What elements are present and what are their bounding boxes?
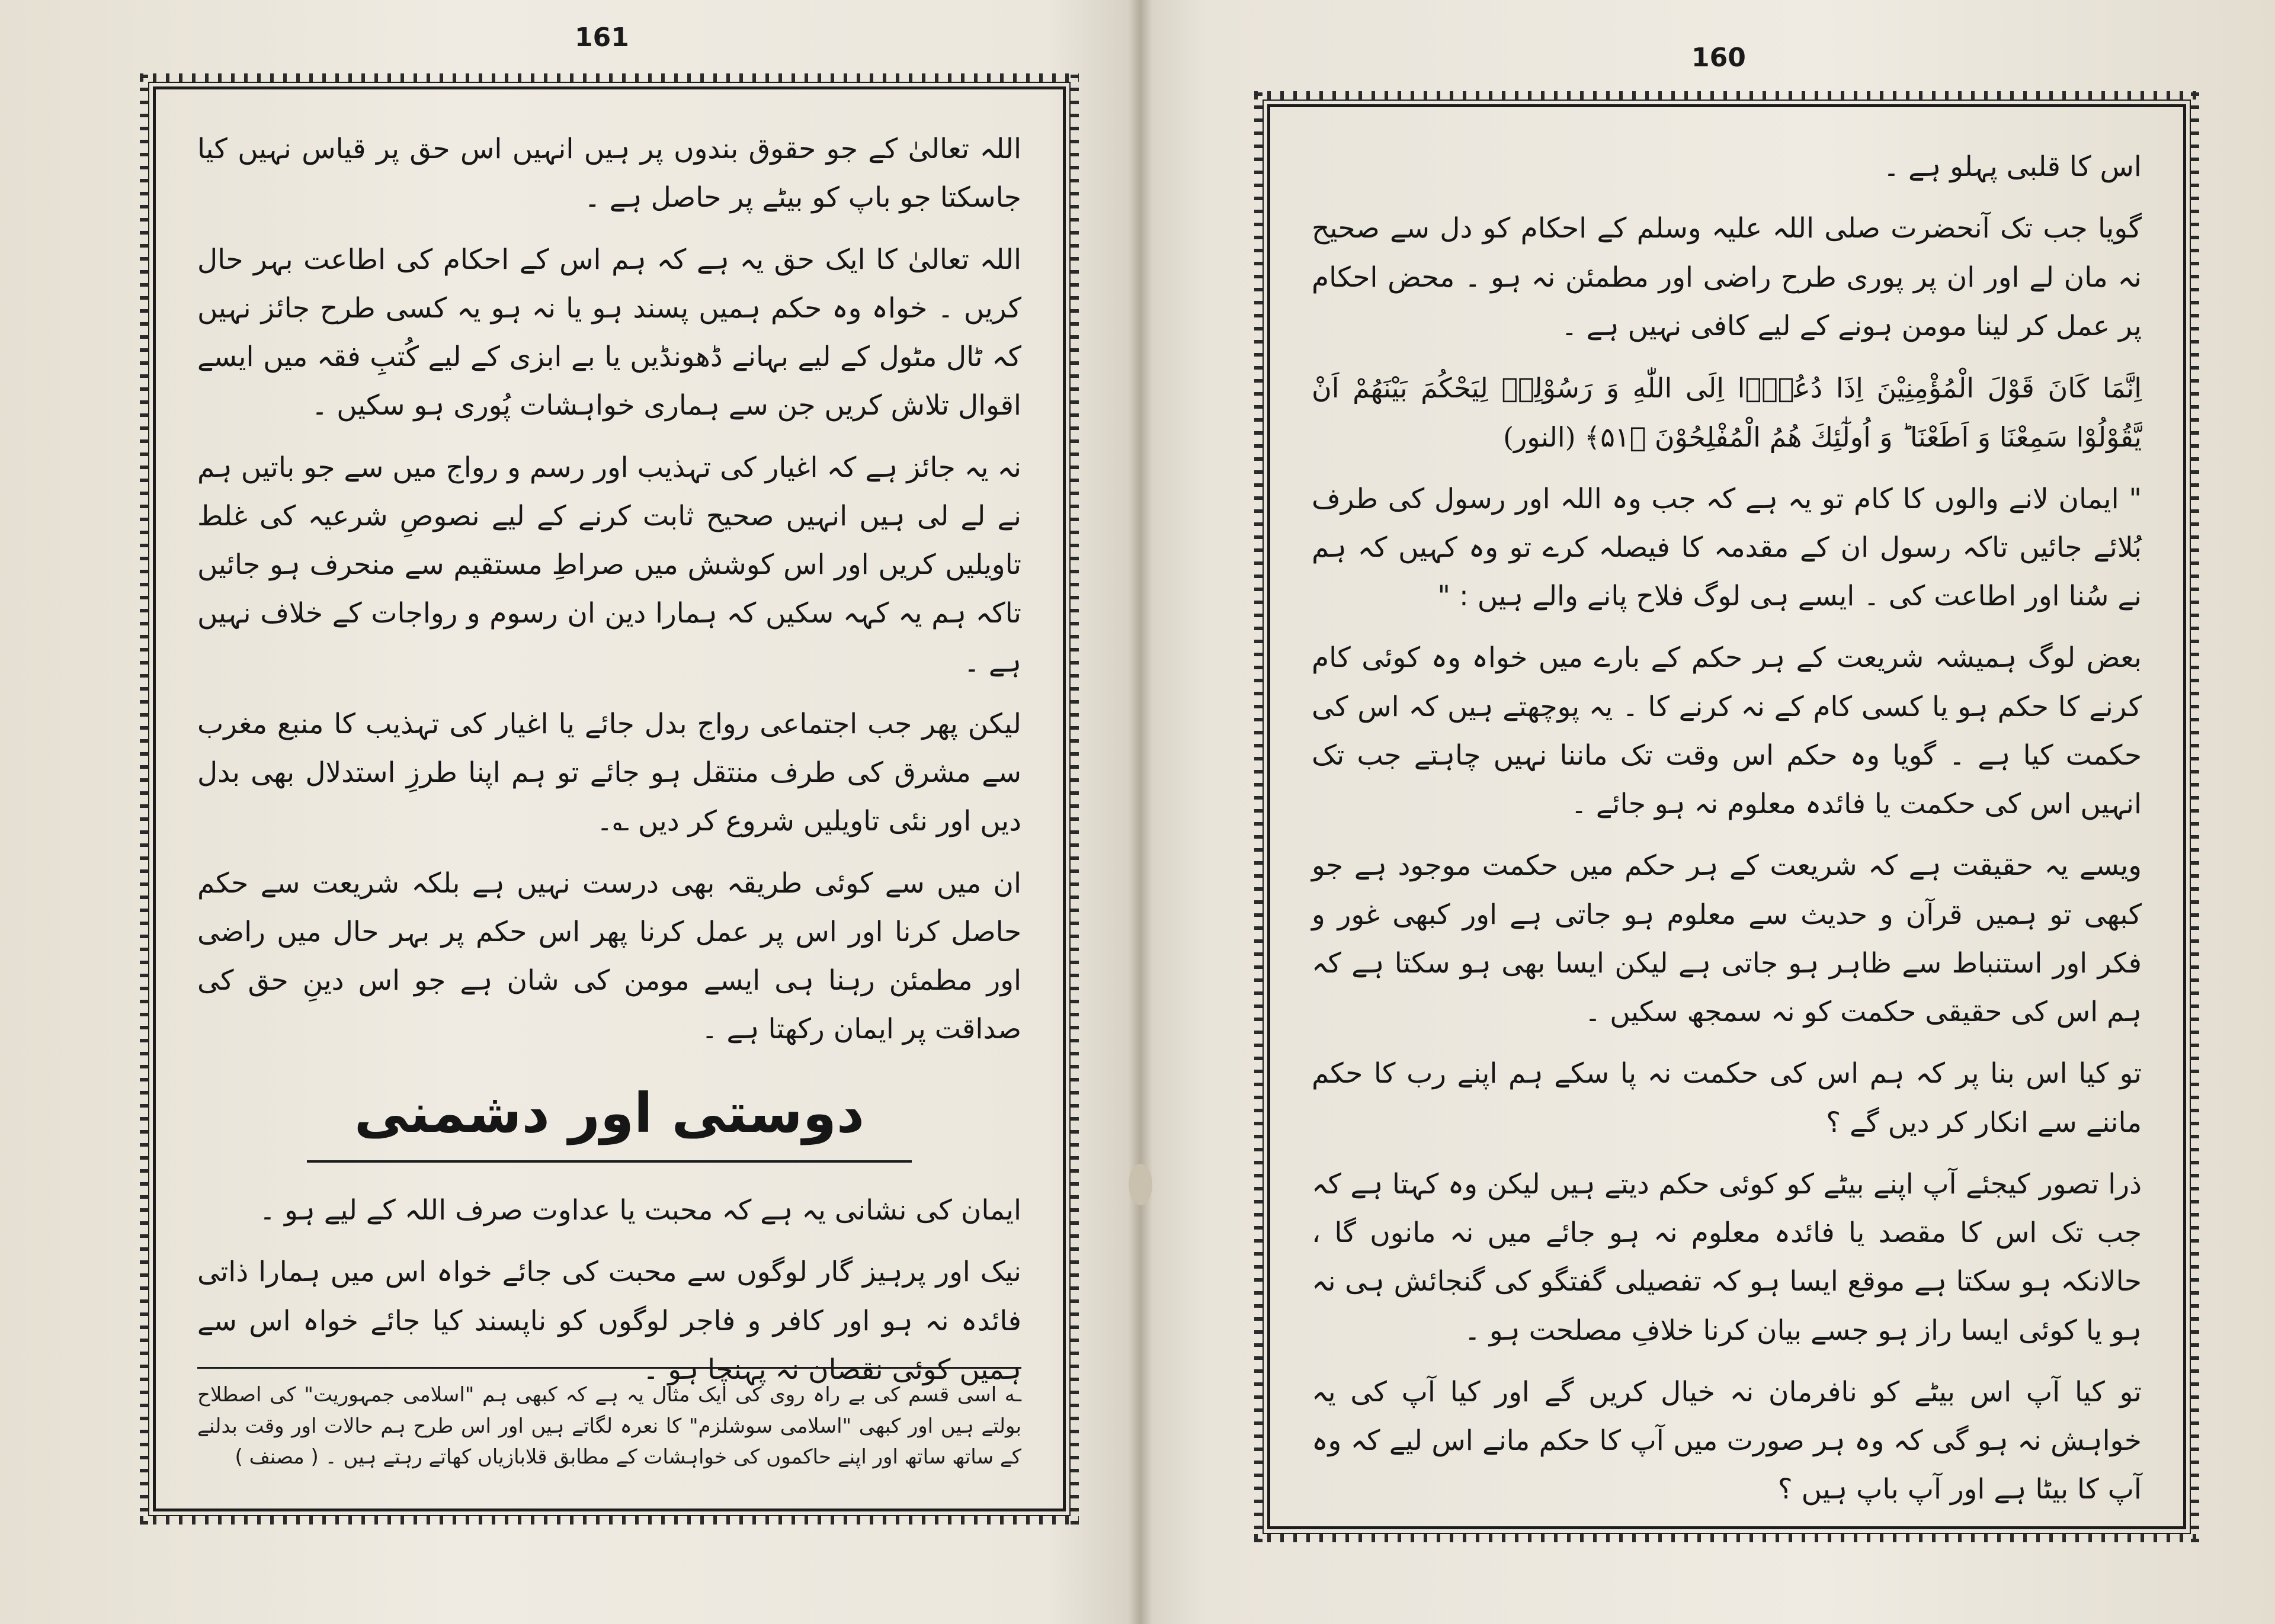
quran-verse: اِنَّمَا كَانَ قَوْلَ الْمُؤْمِنِيْنَ اِذَا دُعُوْۤا اِلَى اللّٰهِ وَ رَسُوْلِهٖ لِيَحْكُمَ بَيْنَهُمْ اَنْ يَّقُوْلُوْا سَمِعْنَا وَ اَطَعْنَا ؕ وَ اُولٰٓئِكَ هُمُ الْمُفْلِحُوْنَ ﴿۵۱﴾ (النور) (1312, 372, 2142, 453)
paragraph: لیکن پھر جب اجتماعی رواج بدل جائے یا اغیار کی تہذیب کا منبع مغرب سے مشرق کی طرف منتقل ہو جائے تو ہم اپنا طرزِ استدلال بھی بدل دیں اور نئی تاویلیں شروع کر دیں ؎۔ (197, 707, 1021, 838)
paragraph: نیک اور پرہیز گار لوگوں سے محبت کی جائے خواہ اس میں ہمارا ذاتی فائدہ نہ ہو اور کافر و فاجر لوگوں کو ناپسند کیا جائے خواہ اس سے ہمیں کوئی نقصان نہ پہنچا ہو ۔ (197, 1256, 1021, 1386)
page-body (1312, 143, 2142, 1506)
ornamental-border (132, 65, 1087, 1533)
page-frame (153, 86, 1066, 1511)
page-frame (1267, 104, 2186, 1529)
paragraph: بعض لوگ ہمیشہ شریعت کے ہر حکم کے بارے میں خواہ وہ کوئی کام کرنے کا حکم ہو یا کسی کام کے نہ کرنے کا ۔ یہ پوچھتے ہیں کہ اس کی حکمت کیا ہے ۔ گویا وہ حکم اس وقت تک ماننا نہیں چاہتے جب تک انہیں اس کی حکمت یا فائدہ معلوم نہ ہو جائے ۔ (1312, 641, 2142, 821)
section-heading-wrap (197, 1078, 1021, 1163)
paragraph: اللہ تعالیٰ کے جو حقوق بندوں پر ہیں انہیں اس حق پر قیاس نہیں کیا جاسکتا جو باپ کو بیٹے پر حاصل ہے ۔ (197, 133, 1021, 214)
section-heading: دوستی اور دشمنی (307, 1078, 912, 1163)
paragraph: تو کیا آپ اس بیٹے کو نافرمان نہ خیال کریں گے اور کیا آپ کی یہ خواہش نہ ہو گی کہ وہ ہر صورت میں آپ کا حکم مانے اس لیے کہ وہ آپ کا بیٹا ہے اور آپ باپ ہیں ؟ (1312, 1375, 2142, 1506)
paragraph: تو کیا اس بنا پر کہ ہم اس کی حکمت نہ پا سکے ہم اپنے رب کا حکم ماننے سے انکار کر دیں گے ؟ (1312, 1057, 2142, 1139)
paragraph: ان میں سے کوئی طریقہ بھی درست نہیں ہے بلکہ شریعت سے حکم حاصل کرنا اور اس پر عمل کرنا پھر اس حکم پر بہر حال میں راضی اور مطمئن رہنا ہی ایسے مومن کی شان ہے جو اس دینِ حق کی صداقت پر ایمان رکھتا ہے ۔ (197, 866, 1021, 1046)
paragraph: اللہ تعالیٰ کا ایک حق یہ ہے کہ ہم اس کے احکام کی اطاعت بہر حال کریں ۔ خواہ وہ حکم ہمیں پسند ہو یا نہ ہو یہ کسی طرح جائز نہیں کہ ٹال مٹول کے لیے بہانے ڈھونڈیں یا بے ابزی کے لیے کُتبِ فقہ میں ایسے اقوال تلاش کریں جن سے ہماری خواہشات پُوری ہو سکیں ۔ (197, 243, 1021, 422)
paragraph: گویا جب تک آنحضرت صلی اللہ علیہ وسلم کے احکام کو دل سے صحیح نہ مان لے اور ان پر پوری طرح راضی اور مطمئن نہ ہو ۔ محض احکام پر عمل کر لینا مومن ہونے کے لیے کافی نہیں ہے ۔ (1312, 212, 2142, 342)
paragraph: " ایمان لانے والوں کا کام تو یہ ہے کہ جب وہ اللہ اور رسول کی طرف بُلائے جائیں تاکہ رسول ان کے مقدمہ کا فیصلہ کرے تو وہ کہیں کہ ہم نے سُنا اور اطاعت کی ۔ ایسے ہی لوگ فلاح پانے والے ہیں : " (1312, 482, 2142, 613)
page-number: 161 (575, 23, 629, 53)
paragraph: ذرا تصور کیجئے آپ اپنے بیٹے کو کوئی حکم دیتے ہیں لیکن وہ کہتا ہے کہ جب تک اس کا مقصد یا فائدہ معلوم نہ ہو جائے میں نہ مانوں گا ، حالانکہ ہو سکتا ہے موقع ایسا ہو کہ تفصیلی گفتگو کی گنجائش ہی نہ ہو یا کوئی ایسا راز ہو جسے بیان کرنا خلافِ مصلحت ہو ۔ (1312, 1167, 2142, 1347)
page-body (197, 125, 1021, 1473)
paragraph: ویسے یہ حقیقت ہے کہ شریعت کے ہر حکم میں حکمت موجود ہے جو کبھی تو ہمیں قرآن و حدیث سے معلوم ہو جاتی ہے اور کبھی غور و فکر اور استنباط سے ظاہر ہو جاتی ہے لیکن ایسا بھی ہو سکتا ہے کہ ہم اس کی حقیقی حکمت کو نہ سمجھ سکیں ۔ (1312, 849, 2142, 1029)
footnote: ـه اسی قسم کی بے راہ روی کی ایک مثال یہ ہے کہ کبھی ہم "اسلامی جمہوریت" کی اصطلاح بولتے ہیں اور کبھی "اسلامی سوشلزم" کا نعرہ لگاتے ہیں اور اس طرح ہم حالات اور وقت بدلنے کے ساتھ ساتھ اور اپنے حاکموں کی خواہشات کے مطابق قلابازیاں کھاتے رہتے ہیں ۔ ( مصنف ) (197, 1367, 1021, 1473)
right-page (1140, 0, 2275, 1624)
paragraph: ایمان کی نشانی یہ ہے کہ محبت یا عداوت صرف اللہ کے لیے ہو ۔ (259, 1194, 1021, 1227)
paragraph: نہ یہ جائز ہے کہ اغیار کی تہذیب اور رسم و رواج میں سے جو باتیں ہم نے لے لی ہیں انہیں صحیح ثابت کرنے کے لیے نصوصِ شرعیہ کی غلط تاویلیں کریں اور اس کوشش میں صراطِ مستقیم سے منحرف ہو جائیں تاکہ ہم یہ کہہ سکیں کہ ہمارا دین ان رسوم و رواجات کے خلاف نہیں ہے ۔ (197, 451, 1021, 679)
page-number: 160 (1691, 43, 1746, 73)
ornamental-border (1246, 83, 2207, 1551)
paragraph: اس کا قلبی پہلو ہے ۔ (1883, 150, 2142, 183)
